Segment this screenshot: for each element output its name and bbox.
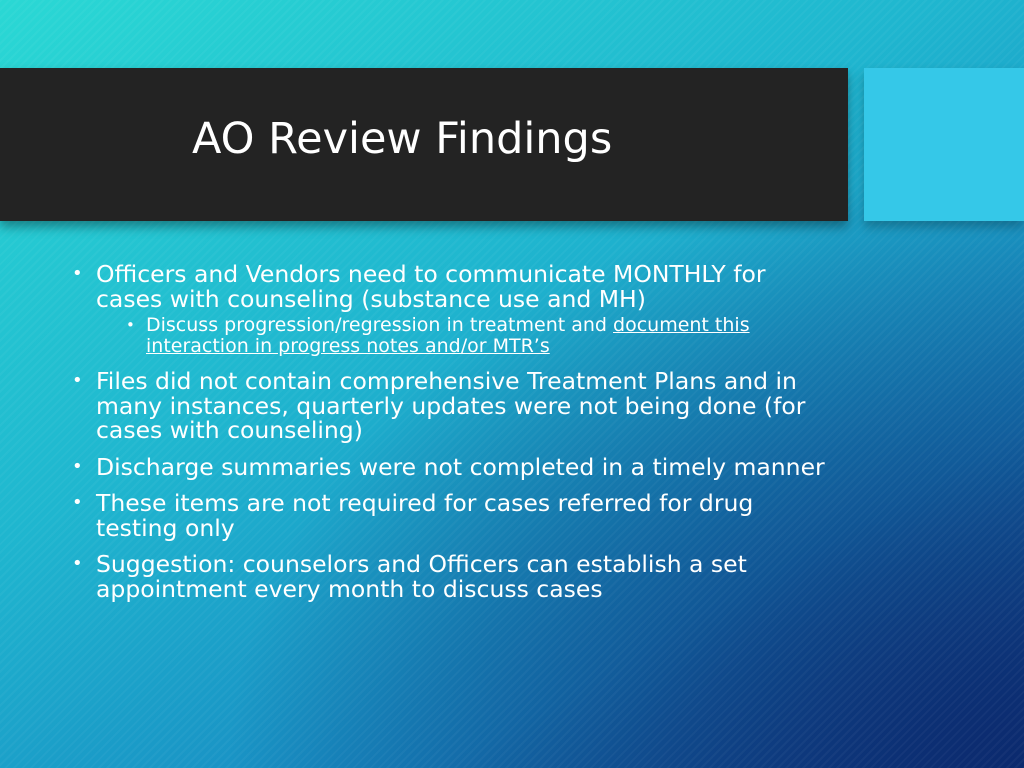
- sub-bullet-text: Discuss progression/regression in treatment and: [146, 314, 614, 336]
- bullet-text: • Officers and Vendors need to communicate MONTHLY for cases with counseling (substance use and MH): [96, 260, 766, 313]
- bullet-text: • Files did not contain comprehensive Treatment Plans and in many instances, quarterly updates were not being done (for cases with counseling): [96, 367, 806, 444]
- bullet-item: [72, 552, 832, 601]
- sub-bullet-list: [96, 315, 832, 357]
- bullet-text: • Discharge summaries were not completed in a timely manner: [96, 452, 825, 481]
- bullet-item: [72, 262, 832, 357]
- bullet-text: • Suggestion: counselors and Officers can establish a set appointment every month to discuss cases: [96, 550, 747, 603]
- underlined-text: document this interaction in progress notes and/or MTR’s: [146, 314, 750, 357]
- bullet-list: [72, 262, 832, 613]
- accent-block: [864, 68, 1024, 221]
- bullet-item: [72, 491, 832, 540]
- slide-title: AO Review Findings: [192, 114, 613, 164]
- bullet-text: • These items are not required for cases referred for drug testing only: [96, 489, 754, 542]
- bullet-item: [72, 452, 832, 481]
- bullet-item: [72, 369, 832, 443]
- sub-bullet-item: [96, 315, 832, 357]
